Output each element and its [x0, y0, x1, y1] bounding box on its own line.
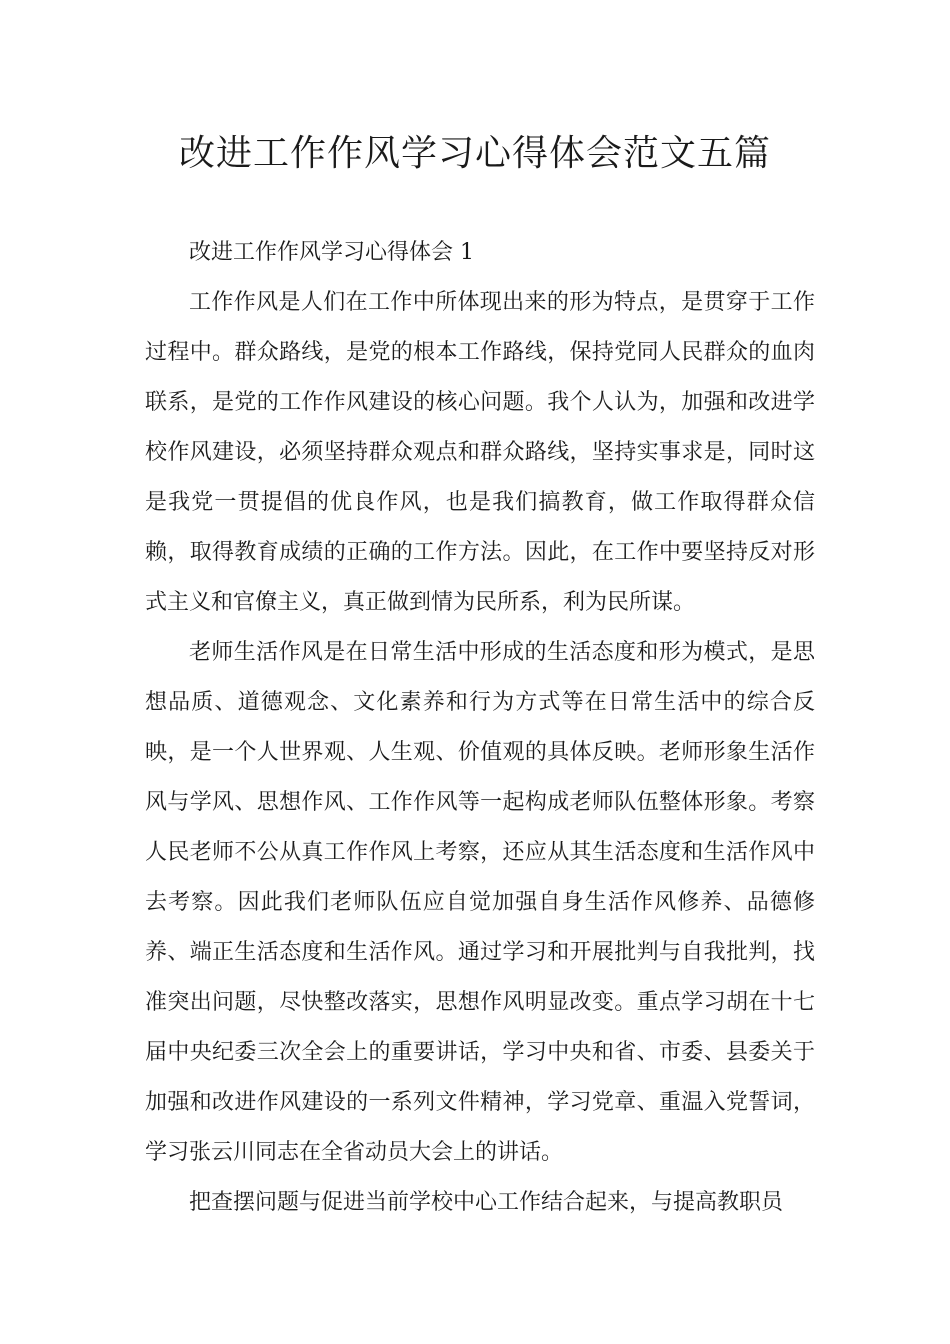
paragraph-3: 把查摆问题与促进当前学校中心工作结合起来，与提高教职员: [189, 1190, 784, 1215]
paragraph-1: 工作作风是人们在工作中所体现出来的形为特点，是贯穿于工作过程中。群众路线，是党的根本工作路线，保持党同人民群众的血肉联系，是党的工作作风建设的核心问题。我个人认为，加强和改进学校作风建设，必须坚持群众观点和群众路线，坚持实事求是，同时这是我党一贯提倡的优良作风，也是我们搞教育，做工作取得群众信赖，取得教育成绩的正确的工作方法。因此，在工作中要坚持反对形式主义和官僚主义，真正做到情为民所系，利为民所谋。: [145, 290, 815, 615]
document-title: 改进工作作风学习心得体会范文五篇: [178, 133, 771, 174]
paragraph-2: 老师生活作风是在日常生活中形成的生活态度和形为模式，是思想品质、道德观念、文化素养和行为方式等在日常生活中的综合反映，是一个人世界观、人生观、价值观的具体反映。老师形象生活作风与学风、思想作风、工作作风等一起构成老师队伍整体形象。考察人民老师不公从真工作作风上考察，还应从其生活态度和生活作风中去考察。因此我们老师队伍应自觉加强自身生活作风修养、品德修养、端正生活态度和生活作风。通过学习和开展批判与自我批判，找准突出问题，尽快整改落实，思想作风明显改变。重点学习胡在十七届中央纪委三次全会上的重要讲话，学习中央和省、市委、县委关于加强和改进作风建设的一系列文件精神，学习党章、重温入党誓词，学习张云川同志在全省动员大会上的讲话。: [145, 640, 815, 1165]
section-heading: 改进工作作风学习心得体会 1: [189, 240, 474, 265]
document-body: [145, 228, 815, 1228]
